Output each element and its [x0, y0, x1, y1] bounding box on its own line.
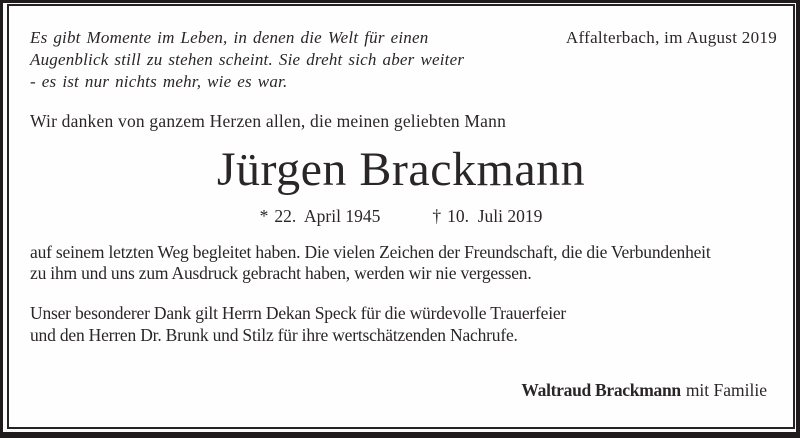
epigraph-line-3: - es ist nur nichts mehr, wie es war. — [30, 72, 288, 91]
place-dateline: Affalterbach, im August 2019 — [565, 28, 777, 47]
epigraph-line-2: Augenblick still zu stehen scheint. Sie dreht sich aber weiter — [30, 50, 465, 69]
birth-asterisk-icon: * — [259, 206, 269, 226]
thanks-paragraph — [30, 242, 711, 283]
birth-date-text: 22. April 1945 — [274, 206, 381, 226]
death-dagger-icon: † — [432, 206, 442, 226]
epigraph-line-1: Es gibt Momente im Leben, in denen die Welt für einen — [30, 28, 429, 47]
thanks-paragraph-line-2: zu ihm und uns zum Ausdruck gebracht haben, werden wir nie vergessen. — [30, 262, 532, 283]
death-date-text: 10. Juli 2019 — [447, 206, 543, 226]
signature-name: Waltraud Brackmann — [521, 380, 681, 400]
epigraph — [30, 27, 464, 93]
signature-suffix: mit Familie — [685, 380, 767, 400]
life-dates — [9, 205, 793, 227]
birth-date — [260, 205, 381, 227]
special-thanks-paragraph — [30, 303, 566, 346]
thanks-paragraph-line-1: auf seinem letzten Weg begleitet haben. Die vielen Zeichen der Freundschaft, die die Verbundenheit — [30, 242, 711, 262]
signature — [521, 379, 767, 401]
obituary-notice — [7, 4, 795, 429]
intro-line: Wir danken von ganzem Herzen allen, die meinen geliebten Mann — [30, 111, 507, 131]
death-date — [432, 205, 542, 227]
special-thanks-line-1: Unser besonderer Dank gilt Herrn Dekan Speck für die würdevolle Trauerfeier — [30, 303, 567, 323]
special-thanks-line-2: und den Herren Dr. Brunk und Stilz für ihre wertschätzenden Nachrufe. — [30, 324, 518, 345]
deceased-name: Jürgen Brackmann — [216, 143, 586, 196]
